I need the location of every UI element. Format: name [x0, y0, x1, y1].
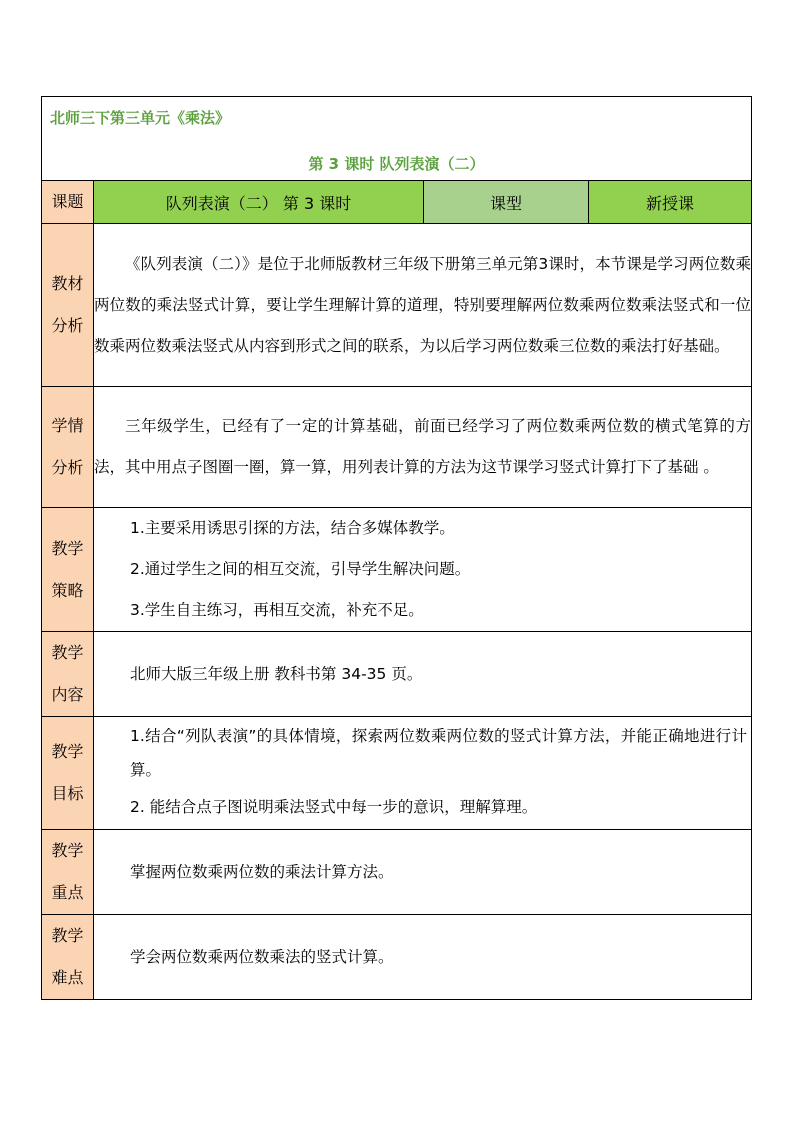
section-row-teaching-strategy [42, 508, 752, 632]
list-item: 2.通过学生之间的相互交流，引导学生解决问题。 [130, 560, 471, 578]
section-content: 三年级学生，已经有了一定的计算基础，前面已经学习了两位数乘两位数的横式笔算的方法，其中用点子图圈一圈，算一算，用列表计算的方法为这节课学习竖式计算打下了基础 。 [94, 387, 752, 508]
section-row-teaching-content [42, 632, 752, 717]
section-content [94, 915, 752, 1000]
section-label: 教学 重点 [42, 830, 94, 915]
section-content [94, 508, 752, 632]
list-item: 学会两位数乘两位数乘法的竖式计算。 [130, 947, 394, 966]
section-row-textbook-analysis [42, 224, 752, 387]
lesson-type-label: 课型 [424, 181, 589, 224]
list-item: 1.结合“列队表演”的具体情境，探索两位数乘两位数的竖式计算方法，并能正确地进行计算。 [130, 727, 748, 779]
section-label: 学情 分析 [42, 387, 94, 508]
unit-title: 北师三下第三单元《乘法》 [50, 109, 231, 127]
section-label: 教学 目标 [42, 717, 94, 830]
section-label: 教学 策略 [42, 508, 94, 632]
section-content [94, 717, 752, 830]
lesson-plan-table [41, 96, 752, 1000]
section-row-student-analysis [42, 387, 752, 508]
topic-row [42, 181, 752, 224]
list-item: 掌握两位数乘两位数的乘法计算方法。 [130, 862, 394, 881]
lesson-type-value: 新授课 [589, 181, 752, 224]
topic-value: 队列表演（二） 第 3 课时 [94, 181, 424, 224]
list-item: 北师大版三年级上册 教科书第 34-35 页。 [130, 664, 423, 683]
plan-header-row [42, 97, 752, 181]
lesson-title: 第 3 课时 队列表演（二） [308, 155, 485, 173]
topic-label: 课题 [42, 181, 94, 224]
section-row-teaching-goals [42, 717, 752, 830]
section-content [94, 632, 752, 717]
section-label: 教材 分析 [42, 224, 94, 387]
section-row-difficult-points [42, 915, 752, 1000]
section-content: 《队列表演（二）》是位于北师版教材三年级下册第三单元第3课时，本节课是学习两位数乘两位数的乘法竖式计算，要让学生理解计算的道理，特别要理解两位数乘两位数乘法竖式和一位数乘两位数乘法竖式从内容到形式之间的联系，为以后学习两位数乘三位数的乘法打好基础。 [94, 224, 752, 387]
list-item: 1.主要采用诱思引探的方法，结合多媒体教学。 [130, 519, 455, 537]
list-item: 2. 能结合点子图说明乘法竖式中每一步的意识，理解算理。 [130, 798, 538, 816]
section-content [94, 830, 752, 915]
list-item: 3.学生自主练习，再相互交流，补充不足。 [130, 601, 424, 619]
section-label: 教学 内容 [42, 632, 94, 717]
section-row-key-points [42, 830, 752, 915]
plan-header-cell [42, 97, 752, 181]
section-label: 教学 难点 [42, 915, 94, 1000]
